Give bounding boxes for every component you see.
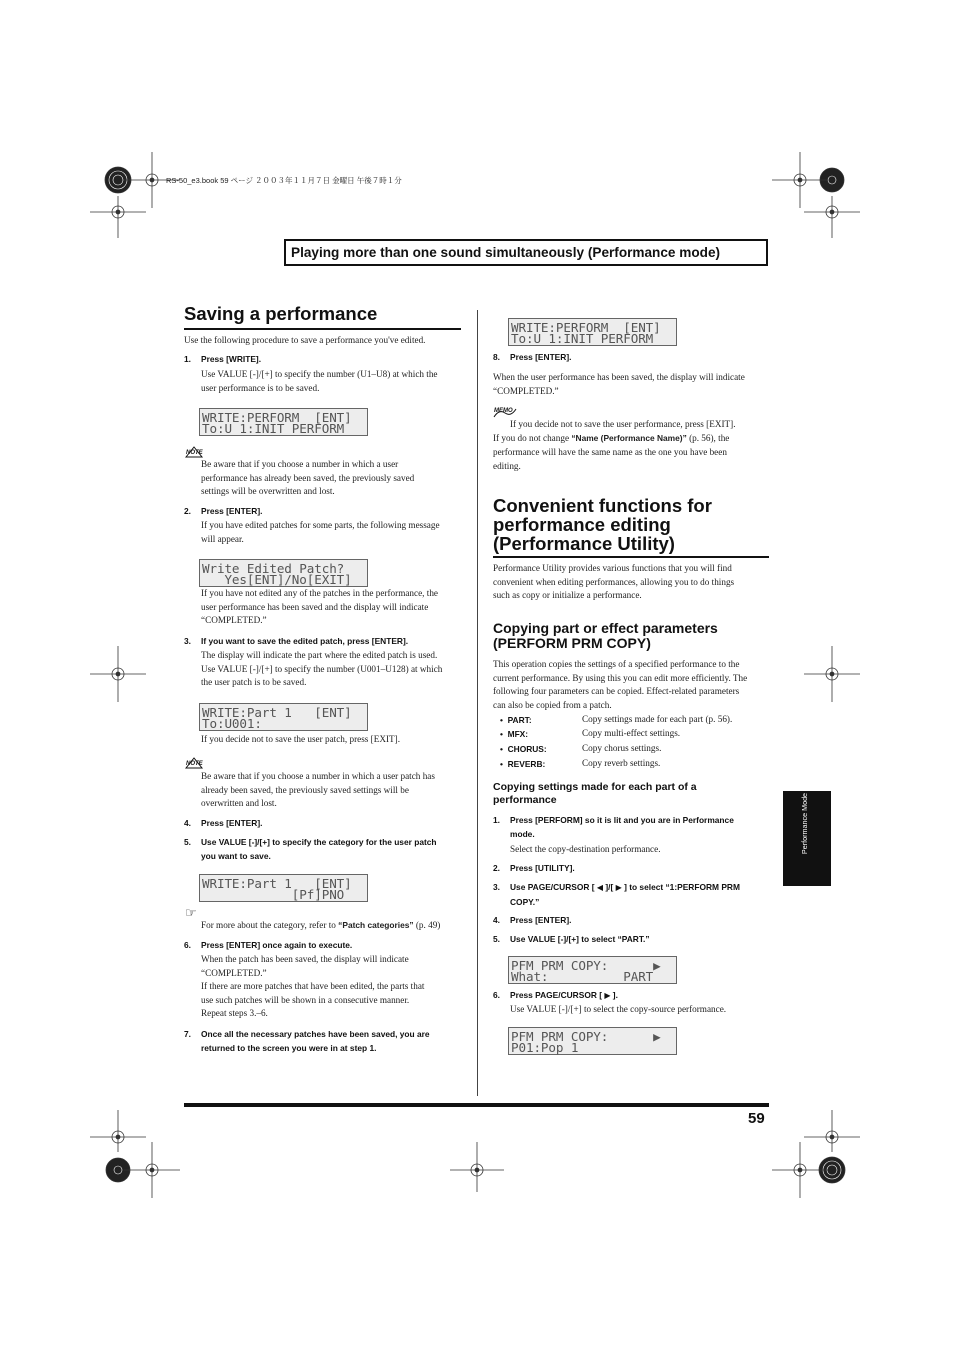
param-mfx: • MFX: <box>500 729 529 739</box>
step-8: 8. Press [ENTER]. <box>493 352 572 362</box>
step-2-after: If you have not edited any of the patches in the performance, the user performance has been saved and the display will indicate “COMPLETED.” <box>201 588 438 626</box>
step-3-body: The display will indicate the part where the edited patch is used. Use VALUE [-]/[+] to specify the number (U001–U128) at which the user patch is to be saved. <box>201 650 443 688</box>
copy-step-6: 6. Press PAGE/CURSOR [ ▶ ]. <box>493 990 618 1000</box>
step-6: 6. Press [ENTER] once again to execute. <box>184 940 353 950</box>
param-reverb-desc: Copy reverb settings. <box>582 758 661 768</box>
lcd-pfm-prm-copy-what: PFM PRM COPY: ▶ What: PART <box>508 956 677 984</box>
copy-step-6-body: Use VALUE [-]/[+] to select the copy-source performance. <box>510 1004 727 1014</box>
section-banner <box>284 239 768 266</box>
param-chorus-desc: Copy chorus settings. <box>582 743 662 753</box>
subsection-title-copy: Copying part or effect parameters (PERFORM PRM COPY) <box>493 620 718 651</box>
lcd-write-category: WRITE:Part 1 [ENT] [Pf]PNO <box>199 874 368 902</box>
copy-intro: This operation copies the settings of a specified performance to the current performance. By using this you can edit more efficiently. The following four parameters can be copied. Effect-related parameters can also be copied from a patch. <box>493 659 748 710</box>
lcd-pfm-prm-copy-source: PFM PRM COPY: ▶ P01:Pop 1 <box>508 1027 677 1055</box>
page-number: 59 <box>748 1110 765 1127</box>
note-2-text: Be aware that if you choose a number in which a user patch has already been saved, the previously saved settings will be overwritten and lost. <box>201 771 435 809</box>
side-tab-label: Performance Mode <box>800 792 809 855</box>
category-reference: For more about the category, refer to “Patch categories” (p. 49) <box>201 920 441 930</box>
step-2: 2. Press [ENTER]. <box>184 506 263 516</box>
section-title-convenient: Convenient functions for performance editing (Performance Utility) <box>493 495 712 554</box>
pointing-hand-icon: ☞ <box>185 906 197 921</box>
copy-step-3: 3. Use PAGE/CURSOR [ ◀ ]/[ ▶ ] to select “1:PERFORM PRM COPY.” <box>493 882 740 907</box>
patch-categories-link[interactable]: “Patch categories” <box>338 920 414 930</box>
note-1-text: Be aware that if you choose a number in which a user performance has already been saved, the previously saved settings will be overwritten and lost. <box>201 459 415 497</box>
step-6-body: When the patch has been saved, the display will indicate “COMPLETED.” If there are more patches that have been edited, the parts that use such patches will be shown in a consecutive manner. Repeat steps 3.–6. <box>201 954 425 1019</box>
param-part: • PART: <box>500 715 532 725</box>
step-2-body: If you have edited patches for some parts, the following message will appear. <box>201 520 440 544</box>
column-divider <box>477 310 478 1096</box>
note-icon: NOTE <box>184 756 204 772</box>
memo-icon: MEMO <box>493 406 517 418</box>
utility-intro: Performance Utility provides various functions that you will find convenient when editing performances, allowing you to do things such as copy or initialize a performance. <box>493 563 735 601</box>
right-arrow-icon: ▶ <box>615 883 622 892</box>
memo-line-2: If you do not change “Name (Performance Name)” (p. 56), the <box>493 433 730 443</box>
performance-name-link[interactable]: “Name (Performance Name)” <box>571 433 687 443</box>
step-5: 5. Use VALUE [-]/[+] to specify the category for the user patch you want to save. <box>184 837 437 861</box>
param-chorus: • CHORUS: <box>500 744 547 754</box>
param-part-desc: Copy settings made for each part (p. 56). <box>582 714 733 724</box>
title-rule <box>184 328 461 330</box>
lcd-write-edited-patch: Write Edited Patch? Yes[ENT]/No[EXIT] <box>199 559 368 587</box>
side-tab <box>783 791 831 886</box>
step-1-body: Use VALUE [-]/[+] to specify the number (U1–U8) at which the user performance is to be saved. <box>201 369 438 393</box>
step-1: 1. Press [WRITE]. <box>184 354 262 364</box>
title-rule <box>493 556 769 558</box>
copy-step-4: 4. Press [ENTER]. <box>493 915 572 925</box>
note-icon: NOTE <box>184 445 204 461</box>
copy-step-1-body: Select the copy-destination performance. <box>510 844 661 854</box>
memo-line-1: If you decide not to save the user performance, press [EXIT]. <box>510 419 736 429</box>
right-arrow-icon: ▶ <box>604 991 611 1000</box>
step-7: 7. Once all the necessary patches have been saved, you are returned to the screen you were in at step 1. <box>184 1029 430 1053</box>
print-metadata: RS-50_e3.book 59 ページ ２００３年１１月７日 金曜日 午後７時１分 <box>166 176 402 185</box>
lcd-write-part: WRITE:Part 1 [ENT] To:U001: <box>199 703 368 731</box>
memo-rest: performance will have the same name as the one you have been editing. <box>493 447 727 471</box>
lcd-write-perform: WRITE:PERFORM [ENT] To:U 1:INIT PERFORM <box>199 408 368 436</box>
step-3-after: If you decide not to save the user patch, press [EXIT]. <box>201 734 400 744</box>
banner-title: Playing more than one sound simultaneously (Performance mode) <box>291 245 721 260</box>
footer-rule <box>184 1103 769 1107</box>
step-3: 3. If you want to save the edited patch, press [ENTER]. <box>184 636 409 646</box>
step-4: 4. Press [ENTER]. <box>184 818 263 828</box>
lcd-write-perform-top: WRITE:PERFORM [ENT] To:U 1:INIT PERFORM <box>508 318 677 346</box>
copy-step-1: 1. Press [PERFORM] so it is lit and you are in Performance mode. <box>493 815 734 839</box>
intro-text: Use the following procedure to save a performance you've edited. <box>184 335 426 345</box>
copy-step-2: 2. Press [UTILITY]. <box>493 863 575 873</box>
param-mfx-desc: Copy multi-effect settings. <box>582 728 681 738</box>
param-reverb: • REVERB: <box>500 759 546 769</box>
section-title-saving: Saving a performance <box>184 303 378 324</box>
copy-step-5: 5. Use VALUE [-]/[+] to select “PART.” <box>493 934 650 944</box>
left-arrow-icon: ◀ <box>596 883 604 892</box>
step-8-body: When the user performance has been saved, the display will indicate “COMPLETED.” <box>493 372 745 396</box>
subsubsection-title: Copying settings made for each part of a performance <box>493 781 697 806</box>
